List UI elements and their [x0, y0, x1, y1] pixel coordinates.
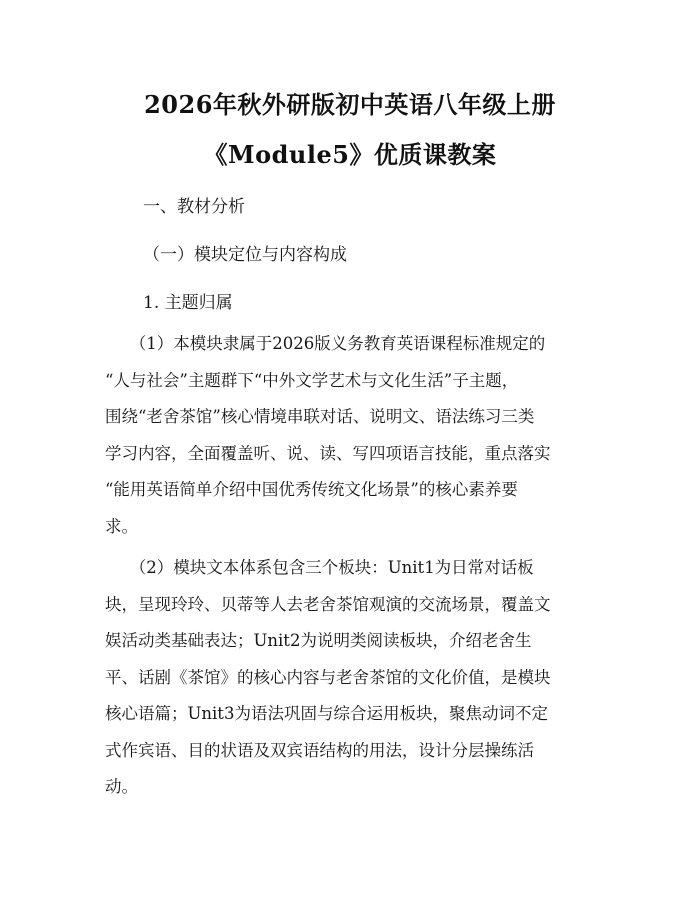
paragraph-2-line: 块，呈现玲玲、贝蒂等人去老舍茶馆观演的交流场景，覆盖文: [105, 594, 551, 614]
paragraph-1-line: 学习内容，全面覆盖听、说、读、写四项语言技能，重点落实: [105, 443, 551, 463]
paragraph-1-line: 围绕“老舍茶馆”核心情境串联对话、说明文、语法练习三类: [105, 407, 535, 426]
paragraph-2: [105, 550, 605, 806]
paragraph-2-line: 平、话剧《茶馆》的核心内容与老舍茶馆的文化价值，是模块: [105, 667, 551, 687]
paragraph-1-line: 求。: [105, 516, 138, 536]
paragraph-2-line: （2）模块文本体系包含三个板块：Unit1为日常对话板: [105, 558, 534, 577]
document-title-line-1: 2026年秋外研版初中英语八年级上册: [144, 90, 556, 119]
document-title-line-2: 《Module5》优质课教案: [203, 140, 497, 169]
paragraph-2-line: 娱活动类基础表达；Unit2为说明类阅读板块，介绍老舍生: [105, 631, 532, 650]
paragraph-1-line: “能用英语简单介绍中国优秀传统文化场景”的核心素养要: [105, 480, 518, 499]
paragraph-1-line: “人与社会”主题群下“中外文学艺术与文化生活”子主题，: [105, 370, 519, 390]
paragraph-1: [105, 326, 605, 545]
section-heading-1: 一、教材分析: [143, 197, 245, 217]
subsection-heading-1-1: （一）模块定位与内容构成: [143, 245, 347, 265]
paragraph-2-line: 核心语篇；Unit3为语法巩固与综合运用板块，聚焦动词不定: [105, 704, 548, 723]
sub-subsection-heading-1-1-1: 1. 主题归属: [143, 293, 233, 313]
paragraph-1-line: （1）本模块隶属于2026版义务教育英语课程标准规定的: [105, 334, 546, 353]
paragraph-2-line: 式作宾语、目的状语及双宾语结构的用法，设计分层操练活: [105, 740, 534, 760]
paragraph-2-line: 动。: [105, 777, 138, 796]
